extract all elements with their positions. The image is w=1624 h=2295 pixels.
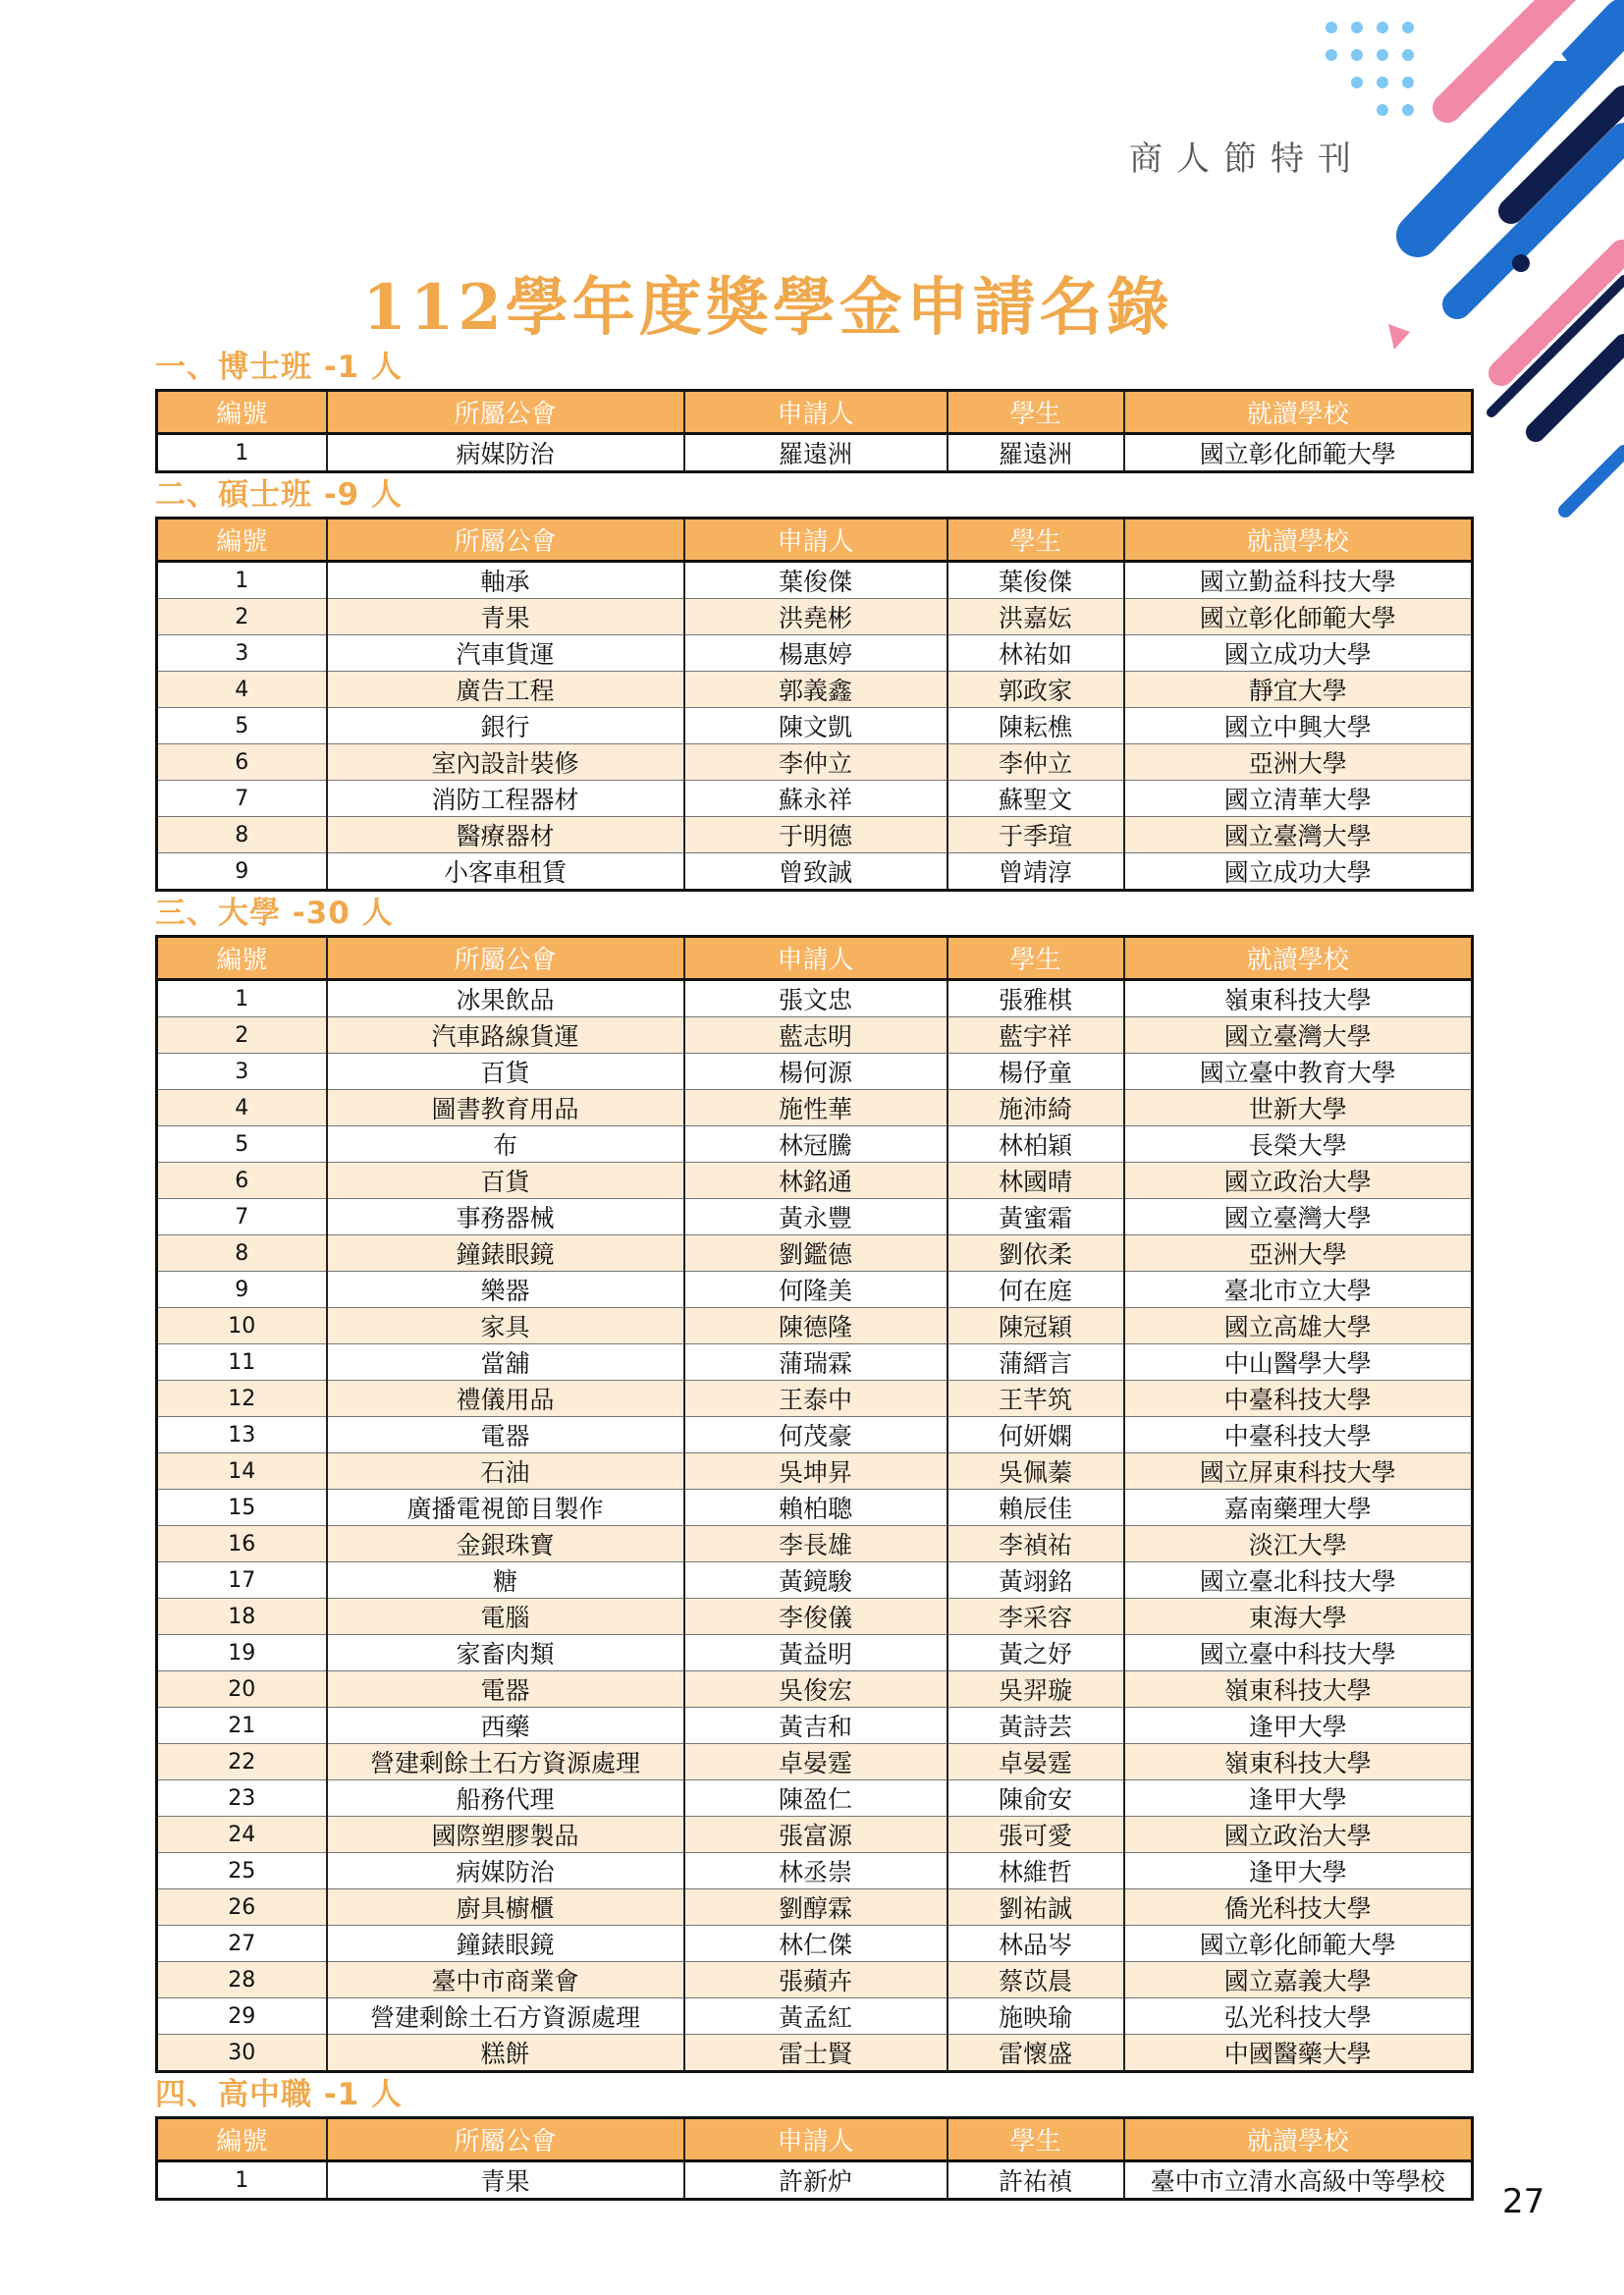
column-header-school: 就讀學校	[1124, 2118, 1473, 2161]
cell-association: 汽車貨運	[327, 635, 684, 672]
cell-applicant: 吳俊宏	[684, 1671, 947, 1708]
cell-student: 于季瑄	[947, 817, 1124, 853]
cell-school: 國立彰化師範大學	[1124, 599, 1473, 635]
table-header-row	[157, 519, 1473, 562]
table-row	[157, 1381, 1473, 1417]
cell-association: 廣告工程	[327, 672, 684, 708]
table-row	[157, 1599, 1473, 1635]
cell-school: 國立屏東科技大學	[1124, 1453, 1473, 1490]
cell-student: 洪嘉妘	[947, 599, 1124, 635]
cell-student: 林國晴	[947, 1163, 1124, 1199]
cell-school: 亞洲大學	[1124, 744, 1473, 781]
page-number: 27	[1502, 2182, 1545, 2221]
cell-school: 中山醫學大學	[1124, 1344, 1473, 1381]
cell-applicant: 陳德隆	[684, 1308, 947, 1344]
cell-applicant: 劉鑑德	[684, 1235, 947, 1272]
cell-school: 國立勤益科技大學	[1124, 562, 1473, 599]
dot-pattern-decoration	[1326, 22, 1414, 116]
cell-school: 中臺科技大學	[1124, 1417, 1473, 1453]
cell-number: 1	[157, 2161, 327, 2200]
cell-school: 國立成功大學	[1124, 635, 1473, 672]
cell-association: 醫療器材	[327, 817, 684, 853]
cell-number: 1	[157, 562, 327, 599]
cell-student: 羅遠洲	[947, 434, 1124, 472]
cell-applicant: 洪堯彬	[684, 599, 947, 635]
cell-applicant: 楊何源	[684, 1054, 947, 1090]
cell-school: 國立臺灣大學	[1124, 817, 1473, 853]
cell-applicant: 卓晏霆	[684, 1744, 947, 1780]
cell-student: 藍宇祥	[947, 1017, 1124, 1054]
cell-school: 東海大學	[1124, 1599, 1473, 1635]
cell-number: 2	[157, 1017, 327, 1054]
column-header-association: 所屬公會	[327, 2118, 684, 2161]
cell-association: 家畜肉類	[327, 1635, 684, 1671]
cell-school: 國立高雄大學	[1124, 1308, 1473, 1344]
cell-association: 營建剩餘土石方資源處理	[327, 1998, 684, 2035]
cell-applicant: 黃永豐	[684, 1199, 947, 1235]
table-row	[157, 980, 1473, 1017]
scholarship-table	[155, 2116, 1474, 2201]
scholarship-table	[155, 389, 1474, 473]
cell-association: 樂器	[327, 1272, 684, 1308]
cell-association: 鐘錶眼鏡	[327, 1235, 684, 1272]
cell-association: 百貨	[327, 1054, 684, 1090]
cell-applicant: 羅遠洲	[684, 434, 947, 472]
cell-student: 卓晏霆	[947, 1744, 1124, 1780]
cell-school: 弘光科技大學	[1124, 1998, 1473, 2035]
table-row	[157, 1235, 1473, 1272]
cell-applicant: 張蘋卉	[684, 1962, 947, 1998]
cell-number: 9	[157, 853, 327, 891]
cell-student: 黃詩芸	[947, 1708, 1124, 1744]
table-row	[157, 1889, 1473, 1926]
cell-association: 鐘錶眼鏡	[327, 1926, 684, 1962]
cell-school: 國立成功大學	[1124, 853, 1473, 891]
cell-association: 室內設計裝修	[327, 744, 684, 781]
cell-student: 陳冠穎	[947, 1308, 1124, 1344]
cell-applicant: 李仲立	[684, 744, 947, 781]
cell-school: 國立臺北科技大學	[1124, 1562, 1473, 1599]
column-header-school: 就讀學校	[1124, 937, 1473, 980]
cell-association: 電器	[327, 1417, 684, 1453]
cell-student: 林品岑	[947, 1926, 1124, 1962]
table-row	[157, 1090, 1473, 1126]
cell-association: 布	[327, 1126, 684, 1163]
cell-school: 中國醫藥大學	[1124, 2035, 1473, 2072]
cell-school: 臺北市立大學	[1124, 1272, 1473, 1308]
cell-association: 船務代理	[327, 1780, 684, 1817]
cell-school: 逢甲大學	[1124, 1780, 1473, 1817]
column-header-student: 學生	[947, 519, 1124, 562]
cell-student: 郭政家	[947, 672, 1124, 708]
section-title: 三、大學 -30 人	[155, 896, 394, 931]
cell-applicant: 藍志明	[684, 1017, 947, 1054]
cell-school: 國立臺中教育大學	[1124, 1054, 1473, 1090]
table-row	[157, 1998, 1473, 2035]
cell-association: 糕餅	[327, 2035, 684, 2072]
table-row	[157, 562, 1473, 599]
cell-association: 小客車租賃	[327, 853, 684, 891]
cell-association: 圖書教育用品	[327, 1090, 684, 1126]
cell-student: 吳羿璇	[947, 1671, 1124, 1708]
cell-number: 3	[157, 1054, 327, 1090]
magazine-section-label: 商人節特刊	[1129, 139, 1365, 179]
cell-number: 5	[157, 1126, 327, 1163]
cell-association: 糖	[327, 1562, 684, 1599]
cell-applicant: 黃吉和	[684, 1708, 947, 1744]
cell-applicant: 于明德	[684, 817, 947, 853]
table-row	[157, 1744, 1473, 1780]
table-row	[157, 635, 1473, 672]
column-header-applicant: 申請人	[684, 937, 947, 980]
cell-number: 2	[157, 599, 327, 635]
table-row	[157, 1562, 1473, 1599]
cell-student: 王芊筑	[947, 1381, 1124, 1417]
table-row	[157, 1853, 1473, 1889]
cell-applicant: 李俊儀	[684, 1599, 947, 1635]
column-header-student: 學生	[947, 2118, 1124, 2161]
cell-association: 當舖	[327, 1344, 684, 1381]
cell-student: 李仲立	[947, 744, 1124, 781]
cell-applicant: 張富源	[684, 1817, 947, 1853]
cell-student: 何妍嫻	[947, 1417, 1124, 1453]
column-header-school: 就讀學校	[1124, 519, 1473, 562]
cell-school: 逢甲大學	[1124, 1708, 1473, 1744]
scholarship-table	[155, 935, 1474, 2073]
table-row	[157, 1635, 1473, 1671]
cell-association: 汽車路線貨運	[327, 1017, 684, 1054]
cell-student: 何在庭	[947, 1272, 1124, 1308]
table-row	[157, 1308, 1473, 1344]
cell-school: 國立臺中科技大學	[1124, 1635, 1473, 1671]
cell-number: 23	[157, 1780, 327, 1817]
cell-number: 30	[157, 2035, 327, 2072]
cell-student: 雷懷盛	[947, 2035, 1124, 2072]
cell-school: 嘉南藥理大學	[1124, 1490, 1473, 1526]
column-header-association: 所屬公會	[327, 519, 684, 562]
column-header-applicant: 申請人	[684, 2118, 947, 2161]
column-header-school: 就讀學校	[1124, 391, 1473, 434]
table-row	[157, 1453, 1473, 1490]
cell-applicant: 葉俊傑	[684, 562, 947, 599]
table-row	[157, 1708, 1473, 1744]
cell-association: 廣播電視節目製作	[327, 1490, 684, 1526]
cell-school: 國立政治大學	[1124, 1817, 1473, 1853]
cell-applicant: 黃鏡駿	[684, 1562, 947, 1599]
table-row	[157, 1199, 1473, 1235]
cell-student: 許祐禎	[947, 2161, 1124, 2200]
table-row	[157, 1490, 1473, 1526]
column-header-association: 所屬公會	[327, 391, 684, 434]
cell-association: 禮儀用品	[327, 1381, 684, 1417]
table-row	[157, 1126, 1473, 1163]
cell-school: 逢甲大學	[1124, 1853, 1473, 1889]
table-row	[157, 434, 1473, 472]
cell-association: 消防工程器材	[327, 781, 684, 817]
cell-applicant: 林銘通	[684, 1163, 947, 1199]
cell-school: 國立彰化師範大學	[1124, 1926, 1473, 1962]
cell-association: 電腦	[327, 1599, 684, 1635]
cell-number: 13	[157, 1417, 327, 1453]
cell-applicant: 雷士賢	[684, 2035, 947, 2072]
cell-student: 黃翊銘	[947, 1562, 1124, 1599]
cell-school: 嶺東科技大學	[1124, 1744, 1473, 1780]
cell-applicant: 王泰中	[684, 1381, 947, 1417]
cell-number: 14	[157, 1453, 327, 1490]
cell-student: 施沛綺	[947, 1090, 1124, 1126]
column-header-number: 編號	[157, 519, 327, 562]
cell-number: 11	[157, 1344, 327, 1381]
cell-student: 林維哲	[947, 1853, 1124, 1889]
cell-applicant: 蒲瑞霖	[684, 1344, 947, 1381]
column-header-applicant: 申請人	[684, 391, 947, 434]
cell-student: 黃蜜霜	[947, 1199, 1124, 1235]
table-row	[157, 599, 1473, 635]
cell-number: 16	[157, 1526, 327, 1562]
cell-applicant: 賴柏聰	[684, 1490, 947, 1526]
cell-applicant: 陳文凱	[684, 708, 947, 744]
cell-association: 西藥	[327, 1708, 684, 1744]
table-row	[157, 2161, 1473, 2200]
table-row	[157, 1017, 1473, 1054]
cell-applicant: 黃益明	[684, 1635, 947, 1671]
cell-number: 10	[157, 1308, 327, 1344]
cell-association: 冰果飲品	[327, 980, 684, 1017]
cell-school: 國立中興大學	[1124, 708, 1473, 744]
cell-school: 國立清華大學	[1124, 781, 1473, 817]
table-row	[157, 1272, 1473, 1308]
column-header-association: 所屬公會	[327, 937, 684, 980]
cell-student: 施映瑜	[947, 1998, 1124, 2035]
cell-student: 張可愛	[947, 1817, 1124, 1853]
cell-association: 廚具櫥櫃	[327, 1889, 684, 1926]
table-row	[157, 1054, 1473, 1090]
column-header-number: 編號	[157, 937, 327, 980]
cell-school: 淡江大學	[1124, 1526, 1473, 1562]
cell-school: 靜宜大學	[1124, 672, 1473, 708]
cell-number: 15	[157, 1490, 327, 1526]
cell-applicant: 林冠騰	[684, 1126, 947, 1163]
cell-applicant: 郭義鑫	[684, 672, 947, 708]
cell-applicant: 楊惠婷	[684, 635, 947, 672]
cell-student: 劉依柔	[947, 1235, 1124, 1272]
scholarship-table	[155, 517, 1474, 892]
table-header-row	[157, 937, 1473, 980]
cell-association: 銀行	[327, 708, 684, 744]
cell-student: 黃之妤	[947, 1635, 1124, 1671]
cell-number: 3	[157, 635, 327, 672]
cell-school: 嶺東科技大學	[1124, 1671, 1473, 1708]
table-row	[157, 1417, 1473, 1453]
cell-applicant: 陳盈仁	[684, 1780, 947, 1817]
cell-student: 賴辰佳	[947, 1490, 1124, 1526]
cell-number: 24	[157, 1817, 327, 1853]
cell-number: 7	[157, 1199, 327, 1235]
cell-student: 劉祐誠	[947, 1889, 1124, 1926]
table-row	[157, 1926, 1473, 1962]
cell-association: 金銀珠寶	[327, 1526, 684, 1562]
cell-school: 嶺東科技大學	[1124, 980, 1473, 1017]
section-title: 四、高中職 -1 人	[155, 2077, 404, 2112]
cell-association: 臺中市商業會	[327, 1962, 684, 1998]
table-row	[157, 2035, 1473, 2072]
cell-number: 8	[157, 1235, 327, 1272]
table-row	[157, 744, 1473, 781]
cell-school: 世新大學	[1124, 1090, 1473, 1126]
cell-association: 百貨	[327, 1163, 684, 1199]
table-header-row	[157, 2118, 1473, 2161]
cell-school: 國立政治大學	[1124, 1163, 1473, 1199]
cell-association: 電器	[327, 1671, 684, 1708]
cell-student: 張雅棋	[947, 980, 1124, 1017]
cell-number: 26	[157, 1889, 327, 1926]
cell-number: 7	[157, 781, 327, 817]
cell-association: 營建剩餘土石方資源處理	[327, 1744, 684, 1780]
cell-applicant: 許新炉	[684, 2161, 947, 2200]
cell-applicant: 劉醇霖	[684, 1889, 947, 1926]
cell-number: 28	[157, 1962, 327, 1998]
column-header-number: 編號	[157, 2118, 327, 2161]
cell-number: 1	[157, 980, 327, 1017]
cell-number: 6	[157, 744, 327, 781]
scholarship-list	[155, 346, 1471, 2201]
table-row	[157, 708, 1473, 744]
table-row	[157, 1163, 1473, 1199]
cell-number: 5	[157, 708, 327, 744]
column-header-student: 學生	[947, 937, 1124, 980]
cell-number: 19	[157, 1635, 327, 1671]
cell-student: 楊伃童	[947, 1054, 1124, 1090]
cell-school: 國立彰化師範大學	[1124, 434, 1473, 472]
column-header-number: 編號	[157, 391, 327, 434]
cell-number: 29	[157, 1998, 327, 2035]
cell-number: 8	[157, 817, 327, 853]
cell-school: 國立臺灣大學	[1124, 1017, 1473, 1054]
cell-student: 吳佩蓁	[947, 1453, 1124, 1490]
cell-number: 27	[157, 1926, 327, 1962]
cell-student: 李采容	[947, 1599, 1124, 1635]
cell-applicant: 何隆美	[684, 1272, 947, 1308]
cell-school: 亞洲大學	[1124, 1235, 1473, 1272]
cell-number: 4	[157, 1090, 327, 1126]
section-title: 一、博士班 -1 人	[155, 350, 404, 385]
cell-student: 陳耘樵	[947, 708, 1124, 744]
cell-number: 21	[157, 1708, 327, 1744]
cell-student: 林祐如	[947, 635, 1124, 672]
cell-school: 臺中市立清水高級中等學校	[1124, 2161, 1473, 2200]
cell-number: 6	[157, 1163, 327, 1199]
cell-association: 國際塑膠製品	[327, 1817, 684, 1853]
table-row	[157, 672, 1473, 708]
table-row	[157, 1817, 1473, 1853]
cell-applicant: 林仁傑	[684, 1926, 947, 1962]
table-row	[157, 1671, 1473, 1708]
column-header-student: 學生	[947, 391, 1124, 434]
cell-number: 25	[157, 1853, 327, 1889]
cell-number: 20	[157, 1671, 327, 1708]
cell-applicant: 李長雄	[684, 1526, 947, 1562]
table-row	[157, 781, 1473, 817]
cell-school: 長榮大學	[1124, 1126, 1473, 1163]
cell-number: 17	[157, 1562, 327, 1599]
cell-applicant: 吳坤昇	[684, 1453, 947, 1490]
cell-number: 22	[157, 1744, 327, 1780]
cell-student: 曾靖淳	[947, 853, 1124, 891]
table-row	[157, 1962, 1473, 1998]
table-row	[157, 817, 1473, 853]
column-header-applicant: 申請人	[684, 519, 947, 562]
cell-student: 葉俊傑	[947, 562, 1124, 599]
page-title: 112學年度獎學金申請名錄	[362, 271, 1173, 345]
cell-student: 蒲縉言	[947, 1344, 1124, 1381]
cell-association: 家具	[327, 1308, 684, 1344]
table-header-row	[157, 391, 1473, 434]
cell-number: 18	[157, 1599, 327, 1635]
cell-applicant: 施性華	[684, 1090, 947, 1126]
cell-number: 12	[157, 1381, 327, 1417]
table-row	[157, 1344, 1473, 1381]
cell-school: 國立嘉義大學	[1124, 1962, 1473, 1998]
cell-applicant: 黃孟紅	[684, 1998, 947, 2035]
cell-association: 青果	[327, 2161, 684, 2200]
cell-applicant: 曾致誠	[684, 853, 947, 891]
cell-association: 青果	[327, 599, 684, 635]
cell-association: 病媒防治	[327, 434, 684, 472]
cell-school: 僑光科技大學	[1124, 1889, 1473, 1926]
cell-number: 9	[157, 1272, 327, 1308]
cell-student: 蔡苡晨	[947, 1962, 1124, 1998]
cell-student: 陳俞安	[947, 1780, 1124, 1817]
cell-student: 李禎祐	[947, 1526, 1124, 1562]
cell-student: 林柏穎	[947, 1126, 1124, 1163]
cell-applicant: 蘇永祥	[684, 781, 947, 817]
cell-number: 4	[157, 672, 327, 708]
table-row	[157, 1780, 1473, 1817]
cell-number: 1	[157, 434, 327, 472]
cell-school: 國立臺灣大學	[1124, 1199, 1473, 1235]
cell-student: 蘇聖文	[947, 781, 1124, 817]
cell-applicant: 張文忠	[684, 980, 947, 1017]
cell-association: 病媒防治	[327, 1853, 684, 1889]
cell-association: 軸承	[327, 562, 684, 599]
cell-association: 事務器械	[327, 1199, 684, 1235]
cell-applicant: 何茂豪	[684, 1417, 947, 1453]
cell-association: 石油	[327, 1453, 684, 1490]
table-row	[157, 853, 1473, 891]
section-title: 二、碩士班 -9 人	[155, 477, 404, 513]
cell-applicant: 林丞崇	[684, 1853, 947, 1889]
cell-school: 中臺科技大學	[1124, 1381, 1473, 1417]
table-row	[157, 1526, 1473, 1562]
